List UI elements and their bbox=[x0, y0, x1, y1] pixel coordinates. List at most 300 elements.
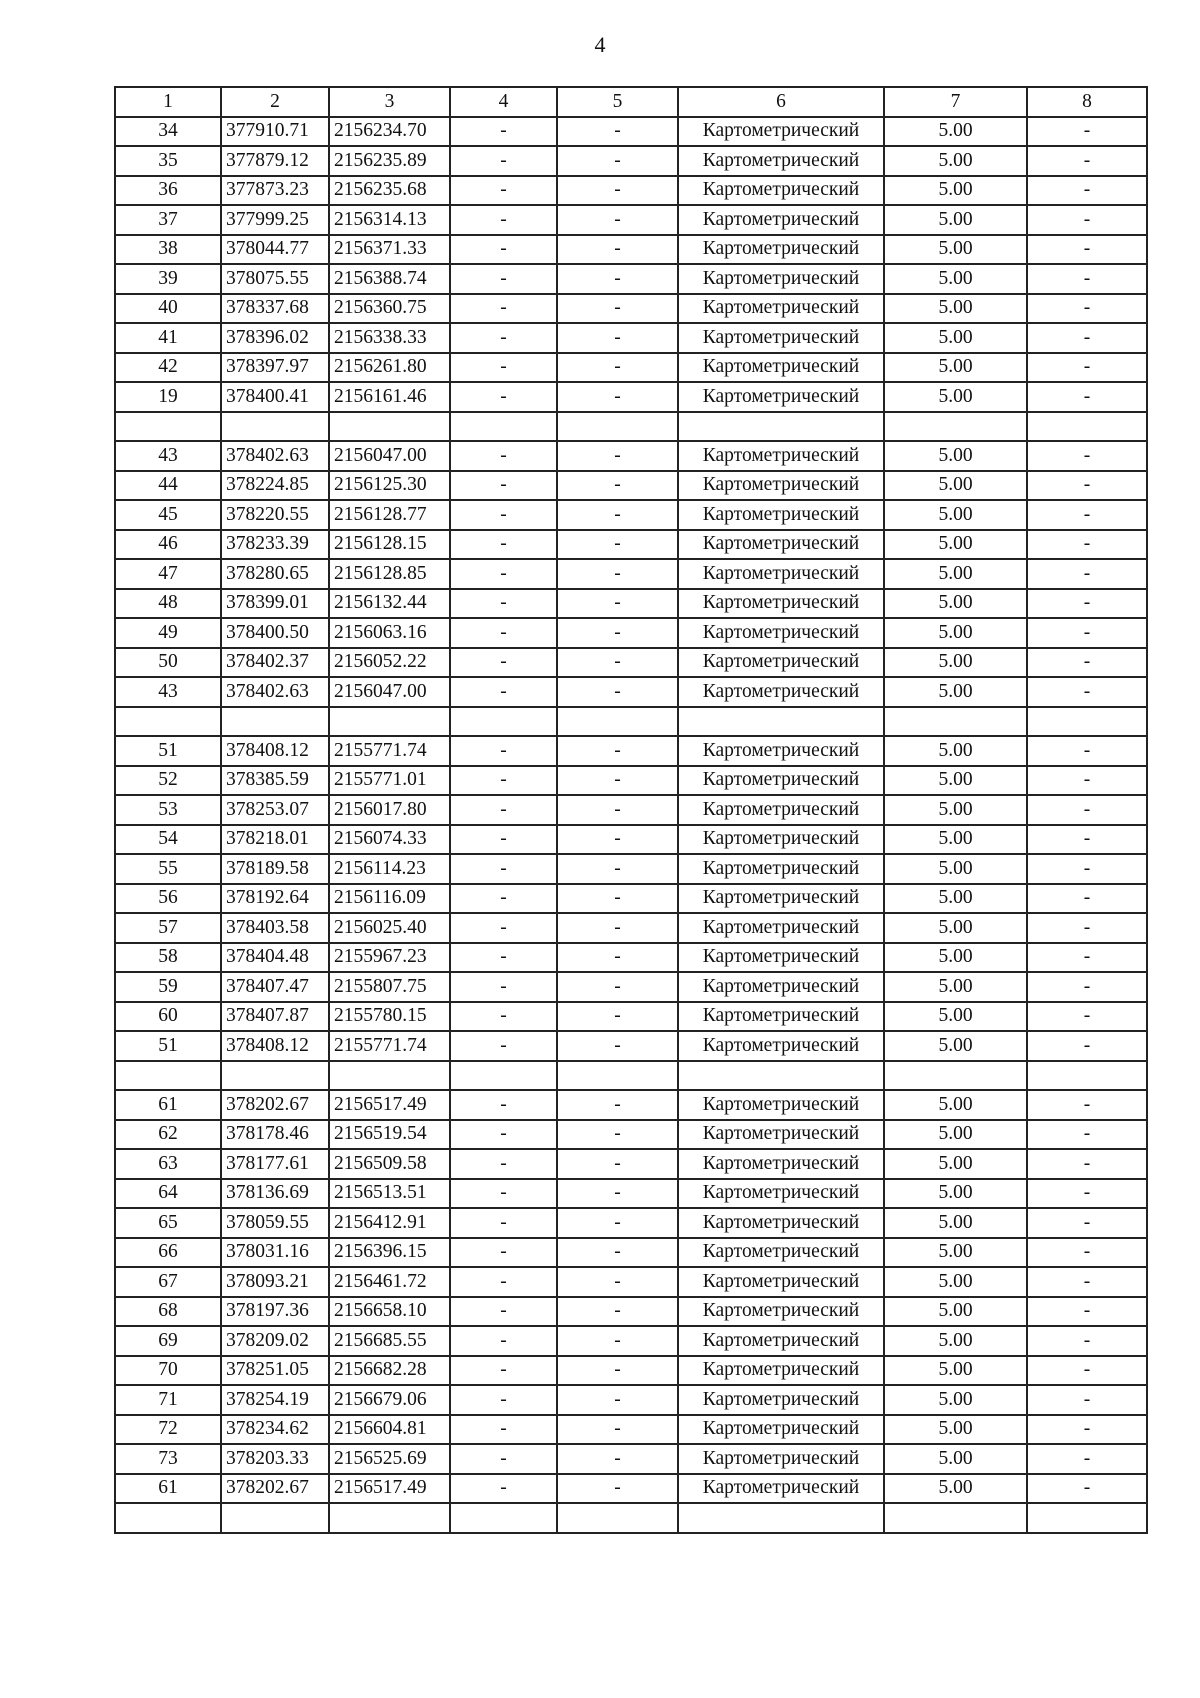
column-4-cell bbox=[450, 707, 557, 737]
table-row bbox=[115, 854, 1147, 884]
x-coordinate-cell: 378402.37 bbox=[221, 648, 329, 678]
column-8-cell: - bbox=[1027, 1149, 1147, 1179]
x-coordinate-cell: 378044.77 bbox=[221, 235, 329, 265]
method-cell: Картометрический bbox=[678, 1090, 884, 1120]
column-8-cell: - bbox=[1027, 1385, 1147, 1415]
y-coordinate-cell: 2156063.16 bbox=[329, 618, 450, 648]
table-row bbox=[115, 294, 1147, 324]
y-coordinate-cell: 2156114.23 bbox=[329, 854, 450, 884]
x-coordinate-cell: 378220.55 bbox=[221, 500, 329, 530]
column-5-cell: - bbox=[557, 559, 678, 589]
column-4-cell: - bbox=[450, 1090, 557, 1120]
column-5-cell: - bbox=[557, 854, 678, 884]
column-8-cell: - bbox=[1027, 323, 1147, 353]
column-4-cell: - bbox=[450, 353, 557, 383]
y-coordinate-cell: 2156396.15 bbox=[329, 1238, 450, 1268]
column-8-cell bbox=[1027, 412, 1147, 442]
column-4-cell: - bbox=[450, 441, 557, 471]
y-coordinate-cell: 2156658.10 bbox=[329, 1297, 450, 1327]
y-coordinate-cell bbox=[329, 707, 450, 737]
column-4-cell: - bbox=[450, 1474, 557, 1504]
column-4-cell: - bbox=[450, 1120, 557, 1150]
method-cell: Картометрический bbox=[678, 1385, 884, 1415]
table-row bbox=[115, 1120, 1147, 1150]
method-cell: Картометрический bbox=[678, 264, 884, 294]
column-5-cell: - bbox=[557, 1356, 678, 1386]
column-4-cell: - bbox=[450, 294, 557, 324]
column-header: 7 bbox=[884, 87, 1027, 117]
y-coordinate-cell: 2155967.23 bbox=[329, 943, 450, 973]
y-coordinate-cell: 2155771.01 bbox=[329, 766, 450, 796]
accuracy-cell: 5.00 bbox=[884, 854, 1027, 884]
accuracy-cell bbox=[884, 1503, 1027, 1533]
method-cell: Картометрический bbox=[678, 972, 884, 1002]
column-4-cell: - bbox=[450, 943, 557, 973]
point-number-cell: 42 bbox=[115, 353, 221, 383]
table-row bbox=[115, 1061, 1147, 1091]
column-4-cell: - bbox=[450, 648, 557, 678]
point-number-cell: 40 bbox=[115, 294, 221, 324]
x-coordinate-cell: 378397.97 bbox=[221, 353, 329, 383]
method-cell: Картометрический bbox=[678, 1031, 884, 1061]
column-8-cell: - bbox=[1027, 235, 1147, 265]
x-coordinate-cell: 378254.19 bbox=[221, 1385, 329, 1415]
method-cell: Картометрический bbox=[678, 1297, 884, 1327]
column-4-cell: - bbox=[450, 913, 557, 943]
method-cell: Картометрический bbox=[678, 353, 884, 383]
method-cell: Картометрический bbox=[678, 294, 884, 324]
table-row bbox=[115, 559, 1147, 589]
y-coordinate-cell: 2156682.28 bbox=[329, 1356, 450, 1386]
table-row bbox=[115, 1326, 1147, 1356]
y-coordinate-cell: 2156047.00 bbox=[329, 677, 450, 707]
column-header: 8 bbox=[1027, 87, 1147, 117]
y-coordinate-cell: 2156128.77 bbox=[329, 500, 450, 530]
column-5-cell: - bbox=[557, 1002, 678, 1032]
method-cell: Картометрический bbox=[678, 589, 884, 619]
y-coordinate-cell: 2156509.58 bbox=[329, 1149, 450, 1179]
accuracy-cell: 5.00 bbox=[884, 559, 1027, 589]
accuracy-cell: 5.00 bbox=[884, 294, 1027, 324]
column-4-cell: - bbox=[450, 530, 557, 560]
point-number-cell: 70 bbox=[115, 1356, 221, 1386]
y-coordinate-cell: 2156360.75 bbox=[329, 294, 450, 324]
column-8-cell: - bbox=[1027, 648, 1147, 678]
point-number-cell: 71 bbox=[115, 1385, 221, 1415]
method-cell: Картометрический bbox=[678, 913, 884, 943]
column-5-cell: - bbox=[557, 943, 678, 973]
x-coordinate-cell: 378408.12 bbox=[221, 1031, 329, 1061]
x-coordinate-cell: 378177.61 bbox=[221, 1149, 329, 1179]
column-5-cell: - bbox=[557, 1444, 678, 1474]
column-4-cell: - bbox=[450, 766, 557, 796]
method-cell: Картометрический bbox=[678, 943, 884, 973]
column-4-cell: - bbox=[450, 1444, 557, 1474]
method-cell bbox=[678, 1061, 884, 1091]
accuracy-cell: 5.00 bbox=[884, 1179, 1027, 1209]
x-coordinate-cell: 378031.16 bbox=[221, 1238, 329, 1268]
column-5-cell: - bbox=[557, 1120, 678, 1150]
column-5-cell: - bbox=[557, 441, 678, 471]
x-coordinate-cell: 378251.05 bbox=[221, 1356, 329, 1386]
y-coordinate-cell bbox=[329, 412, 450, 442]
column-8-cell: - bbox=[1027, 1356, 1147, 1386]
y-coordinate-cell: 2156235.89 bbox=[329, 146, 450, 176]
y-coordinate-cell: 2156519.54 bbox=[329, 1120, 450, 1150]
accuracy-cell: 5.00 bbox=[884, 1326, 1027, 1356]
method-cell: Картометрический bbox=[678, 500, 884, 530]
method-cell: Картометрический bbox=[678, 530, 884, 560]
y-coordinate-cell: 2156235.68 bbox=[329, 176, 450, 206]
column-8-cell: - bbox=[1027, 795, 1147, 825]
y-coordinate-cell: 2156234.70 bbox=[329, 117, 450, 147]
point-number-cell: 37 bbox=[115, 205, 221, 235]
column-8-cell: - bbox=[1027, 1031, 1147, 1061]
column-8-cell: - bbox=[1027, 589, 1147, 619]
accuracy-cell: 5.00 bbox=[884, 884, 1027, 914]
y-coordinate-cell: 2156517.49 bbox=[329, 1474, 450, 1504]
point-number-cell: 73 bbox=[115, 1444, 221, 1474]
method-cell: Картометрический bbox=[678, 1444, 884, 1474]
x-coordinate-cell: 378059.55 bbox=[221, 1208, 329, 1238]
column-4-cell bbox=[450, 1503, 557, 1533]
method-cell: Картометрический bbox=[678, 766, 884, 796]
table-row bbox=[115, 1503, 1147, 1533]
y-coordinate-cell: 2156052.22 bbox=[329, 648, 450, 678]
column-5-cell: - bbox=[557, 884, 678, 914]
column-4-cell: - bbox=[450, 1238, 557, 1268]
y-coordinate-cell: 2156017.80 bbox=[329, 795, 450, 825]
column-4-cell: - bbox=[450, 589, 557, 619]
point-number-cell bbox=[115, 707, 221, 737]
column-8-cell: - bbox=[1027, 176, 1147, 206]
column-8-cell: - bbox=[1027, 1444, 1147, 1474]
y-coordinate-cell: 2156128.85 bbox=[329, 559, 450, 589]
point-number-cell: 61 bbox=[115, 1474, 221, 1504]
x-coordinate-cell bbox=[221, 1503, 329, 1533]
column-8-cell: - bbox=[1027, 618, 1147, 648]
column-5-cell: - bbox=[557, 825, 678, 855]
column-5-cell: - bbox=[557, 913, 678, 943]
column-4-cell: - bbox=[450, 795, 557, 825]
column-8-cell: - bbox=[1027, 1002, 1147, 1032]
column-4-cell: - bbox=[450, 854, 557, 884]
method-cell: Картометрический bbox=[678, 1474, 884, 1504]
column-4-cell: - bbox=[450, 323, 557, 353]
table-row bbox=[115, 1415, 1147, 1445]
method-cell: Картометрический bbox=[678, 736, 884, 766]
y-coordinate-cell: 2156128.15 bbox=[329, 530, 450, 560]
x-coordinate-cell: 378203.33 bbox=[221, 1444, 329, 1474]
accuracy-cell: 5.00 bbox=[884, 766, 1027, 796]
point-number-cell: 50 bbox=[115, 648, 221, 678]
x-coordinate-cell: 377873.23 bbox=[221, 176, 329, 206]
table-row bbox=[115, 589, 1147, 619]
column-5-cell: - bbox=[557, 264, 678, 294]
x-coordinate-cell: 377999.25 bbox=[221, 205, 329, 235]
column-4-cell: - bbox=[450, 500, 557, 530]
column-5-cell: - bbox=[557, 323, 678, 353]
accuracy-cell: 5.00 bbox=[884, 1267, 1027, 1297]
coordinates-table bbox=[114, 86, 1148, 1534]
point-number-cell: 48 bbox=[115, 589, 221, 619]
table-row bbox=[115, 736, 1147, 766]
x-coordinate-cell: 378202.67 bbox=[221, 1474, 329, 1504]
y-coordinate-cell: 2156371.33 bbox=[329, 235, 450, 265]
point-number-cell: 35 bbox=[115, 146, 221, 176]
x-coordinate-cell: 378396.02 bbox=[221, 323, 329, 353]
x-coordinate-cell: 378093.21 bbox=[221, 1267, 329, 1297]
column-8-cell bbox=[1027, 707, 1147, 737]
accuracy-cell: 5.00 bbox=[884, 1238, 1027, 1268]
point-number-cell: 65 bbox=[115, 1208, 221, 1238]
column-5-cell: - bbox=[557, 736, 678, 766]
x-coordinate-cell: 378408.12 bbox=[221, 736, 329, 766]
column-4-cell: - bbox=[450, 825, 557, 855]
y-coordinate-cell: 2156412.91 bbox=[329, 1208, 450, 1238]
accuracy-cell: 5.00 bbox=[884, 117, 1027, 147]
accuracy-cell: 5.00 bbox=[884, 176, 1027, 206]
x-coordinate-cell: 378189.58 bbox=[221, 854, 329, 884]
column-8-cell: - bbox=[1027, 353, 1147, 383]
x-coordinate-cell: 378280.65 bbox=[221, 559, 329, 589]
y-coordinate-cell: 2156604.81 bbox=[329, 1415, 450, 1445]
y-coordinate-cell: 2155771.74 bbox=[329, 1031, 450, 1061]
x-coordinate-cell: 378075.55 bbox=[221, 264, 329, 294]
point-number-cell: 69 bbox=[115, 1326, 221, 1356]
y-coordinate-cell: 2155771.74 bbox=[329, 736, 450, 766]
column-5-cell: - bbox=[557, 618, 678, 648]
column-5-cell: - bbox=[557, 1297, 678, 1327]
column-4-cell: - bbox=[450, 1297, 557, 1327]
x-coordinate-cell: 378337.68 bbox=[221, 294, 329, 324]
accuracy-cell: 5.00 bbox=[884, 795, 1027, 825]
column-4-cell: - bbox=[450, 176, 557, 206]
column-8-cell: - bbox=[1027, 559, 1147, 589]
point-number-cell: 60 bbox=[115, 1002, 221, 1032]
method-cell: Картометрический bbox=[678, 1149, 884, 1179]
column-8-cell: - bbox=[1027, 1179, 1147, 1209]
table-row bbox=[115, 1238, 1147, 1268]
column-4-cell: - bbox=[450, 1179, 557, 1209]
x-coordinate-cell: 378403.58 bbox=[221, 913, 329, 943]
column-5-cell: - bbox=[557, 1179, 678, 1209]
column-4-cell: - bbox=[450, 677, 557, 707]
point-number-cell: 68 bbox=[115, 1297, 221, 1327]
y-coordinate-cell bbox=[329, 1503, 450, 1533]
column-4-cell: - bbox=[450, 736, 557, 766]
point-number-cell: 58 bbox=[115, 943, 221, 973]
column-4-cell: - bbox=[450, 235, 557, 265]
column-8-cell: - bbox=[1027, 1415, 1147, 1445]
column-header: 2 bbox=[221, 87, 329, 117]
point-number-cell: 51 bbox=[115, 1031, 221, 1061]
accuracy-cell: 5.00 bbox=[884, 323, 1027, 353]
table-row bbox=[115, 825, 1147, 855]
method-cell: Картометрический bbox=[678, 618, 884, 648]
accuracy-cell: 5.00 bbox=[884, 264, 1027, 294]
column-5-cell: - bbox=[557, 1149, 678, 1179]
point-number-cell: 56 bbox=[115, 884, 221, 914]
y-coordinate-cell bbox=[329, 1061, 450, 1091]
method-cell: Картометрический bbox=[678, 441, 884, 471]
table-row bbox=[115, 1297, 1147, 1327]
column-8-cell: - bbox=[1027, 884, 1147, 914]
method-cell: Картометрический bbox=[678, 176, 884, 206]
column-8-cell: - bbox=[1027, 736, 1147, 766]
column-4-cell: - bbox=[450, 559, 557, 589]
column-4-cell: - bbox=[450, 618, 557, 648]
y-coordinate-cell: 2156461.72 bbox=[329, 1267, 450, 1297]
accuracy-cell: 5.00 bbox=[884, 913, 1027, 943]
x-coordinate-cell: 378178.46 bbox=[221, 1120, 329, 1150]
accuracy-cell: 5.00 bbox=[884, 1120, 1027, 1150]
table-row bbox=[115, 618, 1147, 648]
column-5-cell: - bbox=[557, 1474, 678, 1504]
accuracy-cell: 5.00 bbox=[884, 353, 1027, 383]
method-cell: Картометрический bbox=[678, 1238, 884, 1268]
column-4-cell: - bbox=[450, 1326, 557, 1356]
column-8-cell: - bbox=[1027, 500, 1147, 530]
x-coordinate-cell: 378136.69 bbox=[221, 1179, 329, 1209]
method-cell: Картометрический bbox=[678, 1356, 884, 1386]
table-row bbox=[115, 530, 1147, 560]
accuracy-cell: 5.00 bbox=[884, 1444, 1027, 1474]
accuracy-cell: 5.00 bbox=[884, 382, 1027, 412]
x-coordinate-cell: 378234.62 bbox=[221, 1415, 329, 1445]
table-row bbox=[115, 441, 1147, 471]
column-4-cell: - bbox=[450, 1031, 557, 1061]
point-number-cell: 64 bbox=[115, 1179, 221, 1209]
column-4-cell bbox=[450, 1061, 557, 1091]
table-row bbox=[115, 1031, 1147, 1061]
column-8-cell: - bbox=[1027, 854, 1147, 884]
column-5-cell: - bbox=[557, 1415, 678, 1445]
accuracy-cell: 5.00 bbox=[884, 648, 1027, 678]
x-coordinate-cell bbox=[221, 1061, 329, 1091]
x-coordinate-cell bbox=[221, 707, 329, 737]
column-5-cell: - bbox=[557, 766, 678, 796]
column-4-cell: - bbox=[450, 1149, 557, 1179]
column-8-cell bbox=[1027, 1503, 1147, 1533]
column-5-cell: - bbox=[557, 382, 678, 412]
method-cell: Картометрический bbox=[678, 677, 884, 707]
column-8-cell: - bbox=[1027, 1238, 1147, 1268]
accuracy-cell: 5.00 bbox=[884, 441, 1027, 471]
accuracy-cell: 5.00 bbox=[884, 1474, 1027, 1504]
method-cell: Картометрический bbox=[678, 1120, 884, 1150]
method-cell: Картометрический bbox=[678, 146, 884, 176]
column-5-cell: - bbox=[557, 1238, 678, 1268]
point-number-cell bbox=[115, 1503, 221, 1533]
column-8-cell: - bbox=[1027, 677, 1147, 707]
accuracy-cell: 5.00 bbox=[884, 943, 1027, 973]
table-row bbox=[115, 353, 1147, 383]
x-coordinate-cell: 378192.64 bbox=[221, 884, 329, 914]
column-5-cell: - bbox=[557, 1090, 678, 1120]
column-8-cell: - bbox=[1027, 1326, 1147, 1356]
accuracy-cell: 5.00 bbox=[884, 500, 1027, 530]
method-cell: Картометрический bbox=[678, 1267, 884, 1297]
column-8-cell: - bbox=[1027, 264, 1147, 294]
y-coordinate-cell: 2156074.33 bbox=[329, 825, 450, 855]
x-coordinate-cell: 378202.67 bbox=[221, 1090, 329, 1120]
point-number-cell: 54 bbox=[115, 825, 221, 855]
table-row bbox=[115, 1149, 1147, 1179]
y-coordinate-cell: 2156132.44 bbox=[329, 589, 450, 619]
table-row bbox=[115, 1267, 1147, 1297]
y-coordinate-cell: 2156679.06 bbox=[329, 1385, 450, 1415]
column-4-cell: - bbox=[450, 1267, 557, 1297]
accuracy-cell: 5.00 bbox=[884, 1208, 1027, 1238]
accuracy-cell: 5.00 bbox=[884, 1090, 1027, 1120]
column-8-cell: - bbox=[1027, 1120, 1147, 1150]
column-4-cell: - bbox=[450, 1415, 557, 1445]
column-5-cell: - bbox=[557, 589, 678, 619]
method-cell: Картометрический bbox=[678, 205, 884, 235]
point-number-cell: 62 bbox=[115, 1120, 221, 1150]
column-8-cell: - bbox=[1027, 1267, 1147, 1297]
table-row bbox=[115, 1208, 1147, 1238]
x-coordinate-cell: 378402.63 bbox=[221, 441, 329, 471]
point-number-cell: 53 bbox=[115, 795, 221, 825]
x-coordinate-cell: 378253.07 bbox=[221, 795, 329, 825]
x-coordinate-cell: 378385.59 bbox=[221, 766, 329, 796]
column-header: 6 bbox=[678, 87, 884, 117]
y-coordinate-cell: 2156513.51 bbox=[329, 1179, 450, 1209]
y-coordinate-cell: 2155780.15 bbox=[329, 1002, 450, 1032]
y-coordinate-cell: 2156025.40 bbox=[329, 913, 450, 943]
method-cell: Картометрический bbox=[678, 648, 884, 678]
accuracy-cell: 5.00 bbox=[884, 618, 1027, 648]
column-8-cell: - bbox=[1027, 530, 1147, 560]
column-5-cell: - bbox=[557, 530, 678, 560]
column-4-cell: - bbox=[450, 146, 557, 176]
method-cell: Картометрический bbox=[678, 884, 884, 914]
column-5-cell: - bbox=[557, 353, 678, 383]
method-cell bbox=[678, 1503, 884, 1533]
column-4-cell: - bbox=[450, 1208, 557, 1238]
y-coordinate-cell: 2156314.13 bbox=[329, 205, 450, 235]
method-cell: Картометрический bbox=[678, 1002, 884, 1032]
accuracy-cell: 5.00 bbox=[884, 530, 1027, 560]
accuracy-cell: 5.00 bbox=[884, 972, 1027, 1002]
table-row bbox=[115, 500, 1147, 530]
method-cell: Картометрический bbox=[678, 1179, 884, 1209]
table-row bbox=[115, 264, 1147, 294]
accuracy-cell: 5.00 bbox=[884, 677, 1027, 707]
y-coordinate-cell: 2156685.55 bbox=[329, 1326, 450, 1356]
table-row bbox=[115, 972, 1147, 1002]
accuracy-cell bbox=[884, 412, 1027, 442]
table-row bbox=[115, 1002, 1147, 1032]
table-row bbox=[115, 1090, 1147, 1120]
table-row bbox=[115, 146, 1147, 176]
accuracy-cell: 5.00 bbox=[884, 235, 1027, 265]
column-header: 3 bbox=[329, 87, 450, 117]
column-4-cell: - bbox=[450, 1356, 557, 1386]
point-number-cell: 61 bbox=[115, 1090, 221, 1120]
point-number-cell: 55 bbox=[115, 854, 221, 884]
x-coordinate-cell: 378400.41 bbox=[221, 382, 329, 412]
accuracy-cell: 5.00 bbox=[884, 1149, 1027, 1179]
point-number-cell: 38 bbox=[115, 235, 221, 265]
column-5-cell: - bbox=[557, 677, 678, 707]
table-header-row bbox=[115, 87, 1147, 117]
column-5-cell bbox=[557, 1503, 678, 1533]
column-8-cell: - bbox=[1027, 1090, 1147, 1120]
column-8-cell: - bbox=[1027, 1208, 1147, 1238]
